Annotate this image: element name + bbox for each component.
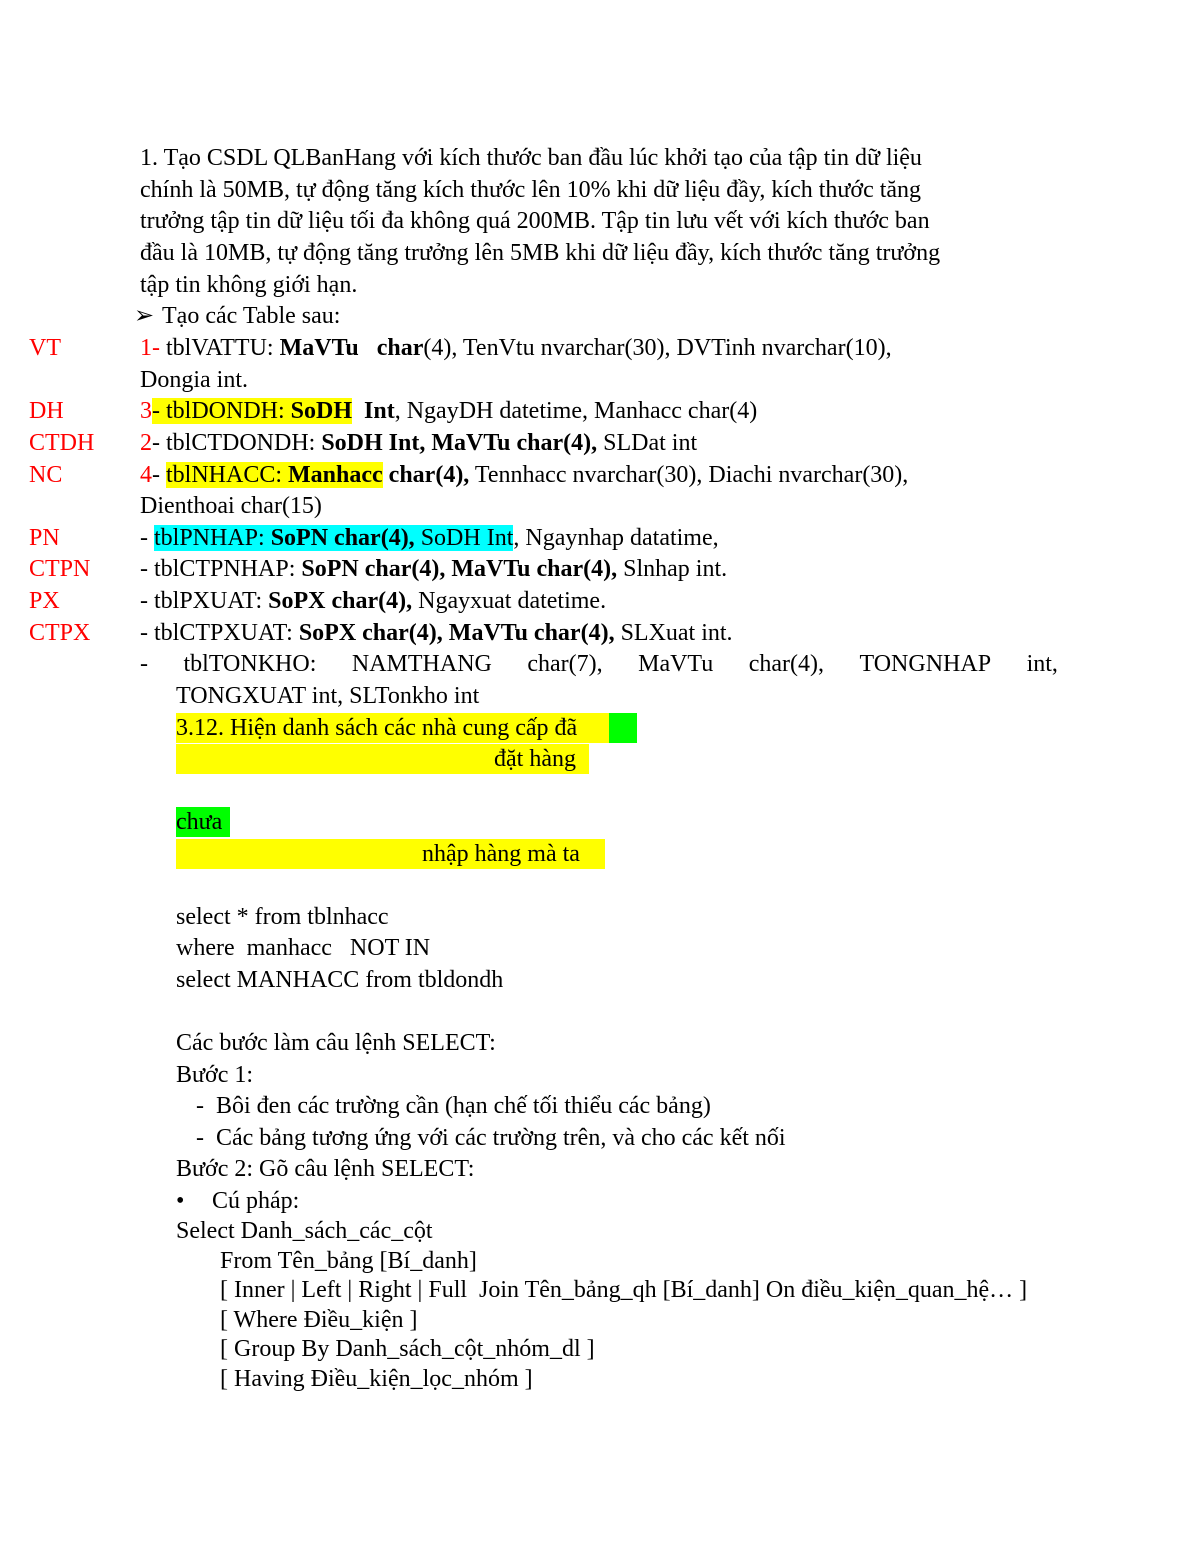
table-nhacc-num: 4 bbox=[140, 462, 152, 488]
label-ctdh: CTDH bbox=[29, 430, 95, 456]
table-pnhap-sodh: SoDH Int bbox=[414, 525, 514, 551]
tonkho-word-6: char(4), bbox=[748, 651, 825, 677]
table-dondh-name: - tblDONDH: bbox=[152, 398, 285, 424]
table-vattu-key-type: char bbox=[376, 335, 424, 361]
bullet-icon: • bbox=[176, 1188, 185, 1214]
intro-line-5: tập tin không giới hạn. bbox=[140, 272, 358, 298]
table-ctpnhap-name: - tblCTPNHAP: bbox=[140, 556, 302, 582]
tonkho-word-4: char(7), bbox=[527, 651, 603, 677]
tonkho-word-1: - bbox=[140, 651, 148, 677]
label-dh: DH bbox=[29, 398, 64, 424]
table-nhacc-rest: Tennhacc nvarchar(30), Diachi nvarchar(30), bbox=[469, 462, 909, 488]
syntax-where: [ Where Điều_kiện ] bbox=[220, 1307, 418, 1333]
table-pnhap-keys: SoPN char(4), bbox=[264, 525, 415, 551]
intro-line-1: 1. Tạo CSDL QLBanHang với kích thước ban đầu lúc khởi tạo của tập tin dữ liệu bbox=[140, 145, 922, 171]
table-ctpnhap-rest: Slnhap int. bbox=[617, 556, 728, 582]
step-1-item-b: - Các bảng tương ứng với các trường trên, và cho các kết nối bbox=[196, 1125, 786, 1151]
exercise-text-1: 3.12. Hiện danh sách các nhà cung cấp bbox=[176, 715, 555, 741]
step-1-item-a: - Bôi đen các trường cần (hạn chế tối thiểu các bảng) bbox=[196, 1093, 711, 1119]
table-pxuat-rest: Ngayxuat datetime. bbox=[412, 588, 607, 614]
table-pnhap-line bbox=[140, 523, 719, 553]
syntax-select: Select Danh_sách_các_cột bbox=[176, 1218, 433, 1244]
query-line-3: select MANHACC from tbldondh bbox=[176, 967, 504, 993]
tonkho-word-7: TONGNHAP bbox=[859, 651, 992, 677]
tonkho-word-5: MaVTu bbox=[638, 651, 714, 677]
table-dondh-line bbox=[140, 396, 757, 426]
query-line-2: where manhacc NOT IN bbox=[176, 935, 431, 961]
table-ctpnhap-keys: SoPN char(4), MaVTu char(4), bbox=[301, 556, 618, 582]
table-dondh-key-type: Int bbox=[364, 398, 395, 424]
label-vt: VT bbox=[29, 335, 61, 361]
table-pnhap-highlight bbox=[154, 525, 513, 551]
table-ctdondh-rest: SLDat int bbox=[597, 430, 698, 456]
table-nhacc-key-type: char(4), bbox=[388, 462, 470, 488]
label-ctpx: CTPX bbox=[29, 620, 91, 646]
label-px: PX bbox=[29, 588, 60, 614]
tables-heading-text: Tạo các Table sau: bbox=[162, 303, 341, 329]
table-ctdondh-num: 2 bbox=[140, 430, 152, 456]
step-1-title: Bước 1: bbox=[176, 1062, 254, 1088]
table-dondh-highlight bbox=[152, 398, 352, 424]
label-nc: NC bbox=[29, 462, 63, 488]
table-dondh-rest: , NgayDH datetime, Manhacc char(4) bbox=[394, 398, 758, 424]
syntax-from: From Tên_bảng [Bí_danh] bbox=[220, 1248, 477, 1274]
table-ctpxuat-name: - tblCTPXUAT: bbox=[140, 620, 299, 646]
table-vattu-key: MaVTu bbox=[279, 335, 359, 361]
exercise-line-1 bbox=[176, 713, 577, 743]
exercise-green-text-1: đã bbox=[554, 715, 578, 741]
label-pn: PN bbox=[29, 525, 60, 551]
syntax-heading bbox=[176, 1186, 299, 1216]
tonkho-word-2: tblTONKHO: bbox=[183, 651, 317, 677]
table-vattu-name: tblVATTU: bbox=[166, 335, 274, 361]
table-vattu-num: 1- bbox=[140, 335, 160, 361]
exercise-line-3: chưa bbox=[176, 809, 223, 835]
table-vattu-rest: (4), TenVtu nvarchar(30), DVTinh nvarchar(10), bbox=[423, 335, 892, 361]
table-tonkho-line-1 bbox=[140, 649, 1058, 679]
arrow-bullet-icon: ➢ bbox=[134, 303, 155, 329]
table-pnhap-rest: , Ngaynhap datatime, bbox=[513, 525, 719, 551]
table-nhacc-line-1 bbox=[140, 460, 908, 490]
table-ctpxuat-line bbox=[140, 618, 733, 648]
step-2-title: Bước 2: Gõ câu lệnh SELECT: bbox=[176, 1156, 475, 1182]
table-nhacc-dash: - bbox=[152, 462, 166, 488]
table-nhacc-name: tblNHACC: bbox=[166, 462, 283, 488]
table-pxuat-keys: SoPX char(4), bbox=[268, 588, 413, 614]
table-pxuat-name: - tblPXUAT: bbox=[140, 588, 269, 614]
steps-title: Các bước làm câu lệnh SELECT: bbox=[176, 1030, 496, 1056]
table-ctpnhap-line bbox=[140, 554, 727, 584]
label-ctpn: CTPN bbox=[29, 556, 91, 582]
table-ctpxuat-keys: SoPX char(4), MaVTu char(4), bbox=[298, 620, 615, 646]
table-vattu-line-2: Dongia int. bbox=[140, 367, 248, 393]
table-ctpxuat-rest: SLXuat int. bbox=[614, 620, 733, 646]
syntax-having: [ Having Điều_kiện_lọc_nhóm ] bbox=[220, 1366, 533, 1392]
intro-line-2: chính là 50MB, tự động tăng kích thước lên 10% khi dữ liệu đầy, kích thước tăng bbox=[140, 177, 922, 203]
table-pxuat-line bbox=[140, 586, 606, 616]
table-dondh-key: SoDH bbox=[290, 398, 353, 424]
table-tonkho-line-2: TONGXUAT int, SLTonkho int bbox=[176, 683, 480, 709]
syntax-join: [ Inner | Left | Right | Full Join Tên_bảng_qh [Bí_danh] On điều_kiện_quan_hệ… ] bbox=[220, 1277, 1028, 1303]
syntax-group-by: [ Group By Danh_sách_cột_nhóm_dl ] bbox=[220, 1336, 595, 1362]
table-pnhap-name: tblPNHAP: bbox=[154, 525, 265, 551]
syntax-label: Cú pháp: bbox=[212, 1188, 300, 1214]
tonkho-word-8: int, bbox=[1026, 651, 1058, 677]
intro-line-3: trưởng tập tin dữ liệu tối đa không quá 200MB. Tập tin lưu vết với kích thước ban bbox=[140, 208, 930, 234]
table-ctdondh-line bbox=[140, 428, 697, 458]
table-pnhap-dash: - bbox=[140, 525, 154, 551]
table-ctdondh-name: - tblCTDONDH: bbox=[152, 430, 316, 456]
tables-heading bbox=[134, 301, 340, 331]
exercise-green-1 bbox=[609, 713, 637, 743]
table-dondh-num: 3 bbox=[140, 398, 152, 424]
table-nhacc-key: Manhacc bbox=[288, 462, 383, 488]
table-vattu-line-1 bbox=[140, 333, 892, 363]
query-line-1: select * from tblnhacc bbox=[176, 904, 389, 930]
intro-line-4: đầu là 10MB, tự động tăng trưởng lên 5MB khi dữ liệu đầy, kích thước tăng trưởng bbox=[140, 240, 941, 266]
table-nhacc-highlight bbox=[166, 462, 383, 488]
table-ctdondh-keys: SoDH Int, MaVTu char(4), bbox=[321, 430, 598, 456]
table-nhacc-line-2: Dienthoai char(15) bbox=[140, 493, 322, 519]
tonkho-word-3: NAMTHANG bbox=[351, 651, 492, 677]
exercise-line-4: nhập hàng mà ta bbox=[422, 841, 580, 867]
exercise-line-2: đặt hàng bbox=[494, 746, 576, 772]
